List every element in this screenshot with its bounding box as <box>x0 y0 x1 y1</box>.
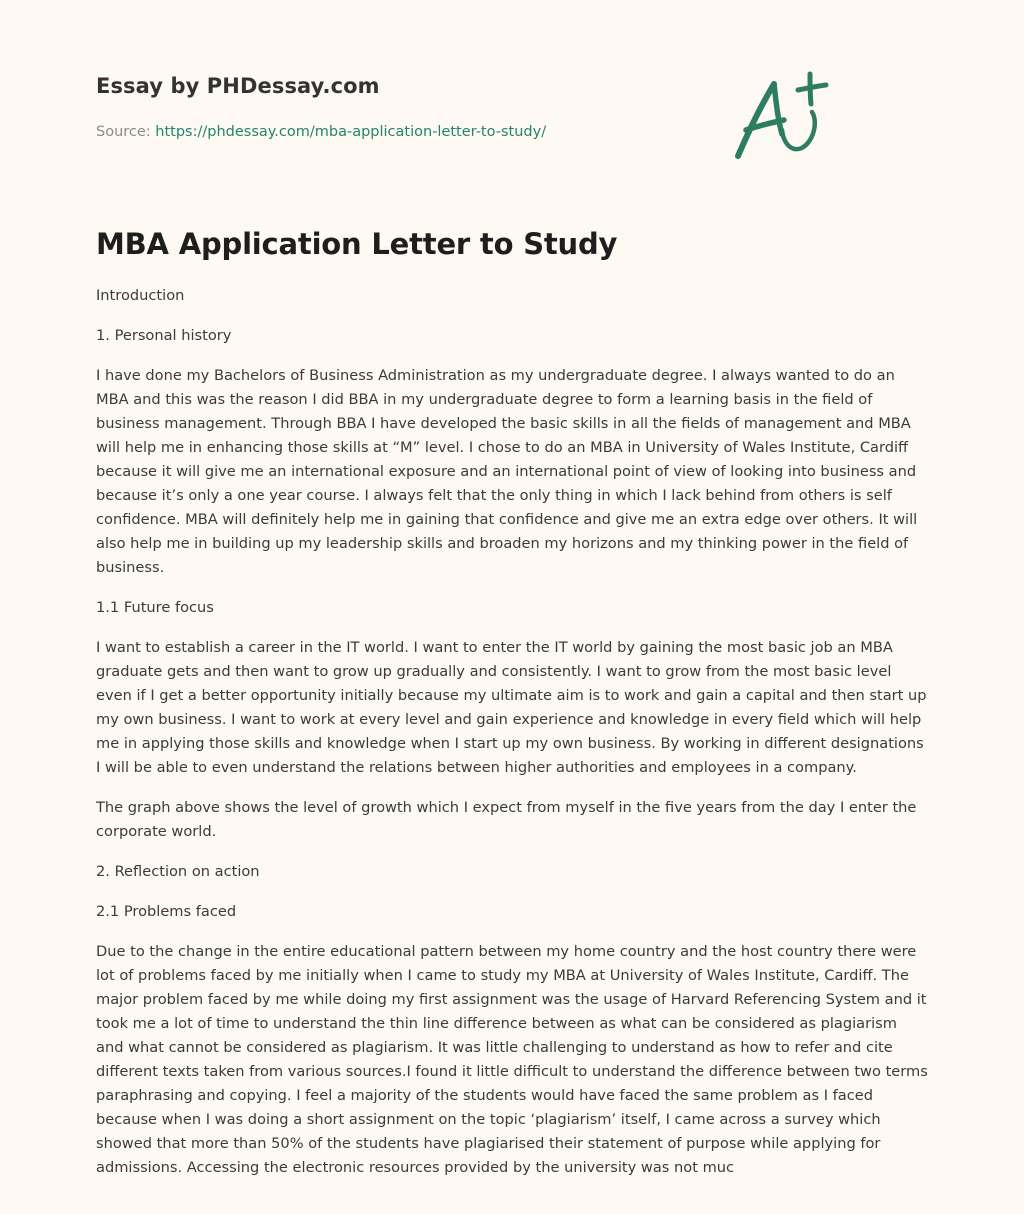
essay-content <box>96 284 928 1180</box>
source-line <box>96 124 546 140</box>
section-heading: 1.1 Future focus <box>96 599 214 616</box>
site-title: Essay by PHDessay.com <box>96 74 380 98</box>
page-header <box>96 0 928 190</box>
source-label: Source: <box>96 124 151 140</box>
paragraph: I have done my Bachelors of Business Administration as my undergraduate degree. I always wanted to do an MBA and this was the reason I did BBA in my undergraduate degree to form a learning basis in the field of business management. Through BBA I have developed the basic skills in all the fields of management and MBA will help me in enhancing those skills at “M” level. I chose to do an MBA in University of Wales Institute, Cardiff because it will give me an international exposure and an international point of view of looking into business and because it’s only a one year course. I always felt that the only thing in which I lack behind from others is self confidence. MBA will definitely help me in gaining that confidence and give me an extra edge over others. It will also help me in building up my leadership skills and broaden my horizons and my thinking power in the field of business. <box>96 367 918 576</box>
section-heading: Introduction <box>96 287 185 304</box>
paragraph: The graph above shows the level of growth which I expect from myself in the five years from the day I enter the corporate world. <box>96 799 917 840</box>
paragraph: I want to establish a career in the IT world. I want to enter the IT world by gaining the most basic job an MBA graduate gets and then want to grow up gradually and consistently. I want to grow from the most basic level even if I get a better opportunity initially because my ultimate aim is to work and gain a capital and then start up my own business. I want to work at every level and gain experience and knowledge in every field which will help me in applying those skills and knowledge when I start up my own business. By working in different designations I will be able to even understand the relations between higher authorities and employees in a company. <box>96 639 927 776</box>
section-heading: 2. Reflection on action <box>96 863 260 880</box>
section-heading: 2.1 Problems faced <box>96 903 237 920</box>
source-link[interactable]: https://phdessay.com/mba-application-letter-to-study/ <box>155 124 547 140</box>
a-plus-logo-icon <box>728 68 832 168</box>
section-heading: 1. Personal history <box>96 327 232 344</box>
document-title: MBA Application Letter to Study <box>96 227 618 261</box>
paragraph: Due to the change in the entire educational pattern between my home country and the host country there were lot of problems faced by me initially when I came to study my MBA at University of Wales Institute, Cardiff. The major problem faced by me while doing my first assignment was the usage of Harvard Referencing System and it took me a lot of time to understand the thin line difference between as what can be considered as plagiarism and what cannot be considered as plagiarism. It was little challenging to understand as how to refer and cite different texts taken from various sources.I found it little difficult to understand the difference between two terms paraphrasing and copying. I feel a majority of the students would have faced the same problem as I faced because when I was doing a short assignment on the topic ‘plagiarism’ itself, I came across a survey which showed that more than 50% of the students have plagiarised their statement of purpose while applying for admissions. Accessing the electronic resources provided by the university was not muc <box>96 943 928 1176</box>
